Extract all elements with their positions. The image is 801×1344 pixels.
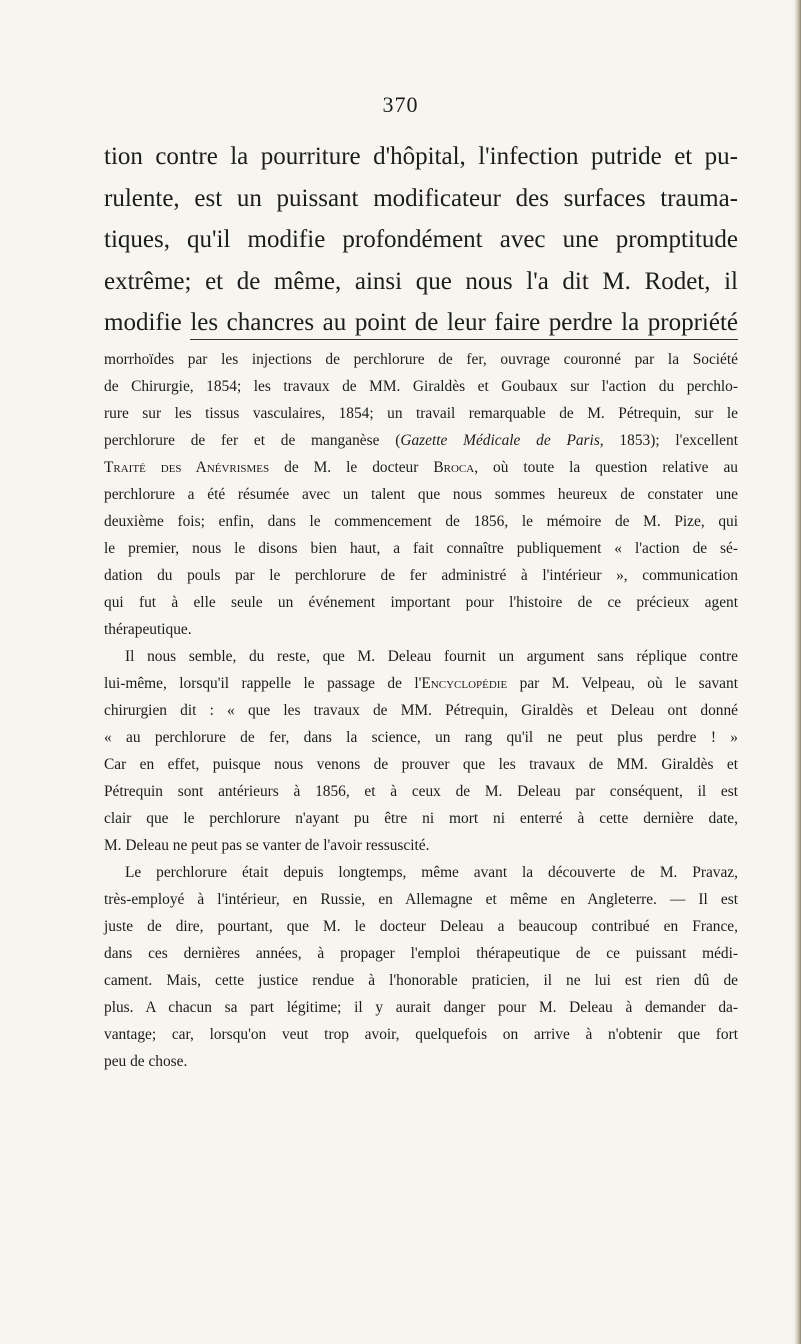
note-line [104, 670, 738, 697]
note-line: thérapeutique. [104, 621, 192, 638]
note-line: peu de chose. [104, 1053, 188, 1070]
note-line: chirurgien dit : « que les travaux de MM. Pétrequin, Giraldès et Deleau ont donné [104, 702, 738, 719]
note-line: juste de dire, pourtant, que M. le docteur Deleau a beaucoup contribué en France, [104, 918, 738, 935]
note-line: de Chirurgie, 1854; les travaux de MM. Giraldès et Goubaux sur l'action du perchlo- [104, 378, 738, 395]
author-name: Broca [433, 459, 475, 476]
note-line: Pétrequin sont antérieurs à 1856, et à ceux de M. Deleau par conséquent, il est [104, 783, 738, 800]
note-line: très-employé à l'intérieur, en Russie, en Allemagne et même en Angleterre. — Il est [104, 891, 738, 908]
encyclopedia-title: Encyclopédie [421, 675, 508, 692]
footnote [104, 346, 738, 1075]
main-line: tiques, qu'il modifie profondément avec une promptitude [104, 226, 738, 253]
journal-title: Gazette Médicale de Paris, [400, 432, 604, 449]
note-line: « au perchlorure de fer, dans la science, un rang qu'il ne peut plus perdre ! » [104, 729, 738, 746]
main-line: tion contre la pourriture d'hôpital, l'infection putride et pu- [104, 143, 738, 170]
note-line: deuxième fois; enfin, dans le commencement de 1856, le mémoire de M. Pize, qui [104, 513, 738, 530]
note-text: par M. Velpeau, où le savant [507, 675, 738, 692]
note-text: , où toute la question relative au [474, 459, 739, 476]
note-line: cament. Mais, cette justice rendue à l'honorable praticien, il ne lui est rien dû de [104, 972, 738, 989]
note-line: qui fut à elle seule un événement important pour l'histoire de ce précieux agent [104, 594, 738, 611]
note-line: rure sur les tissus vasculaires, 1854; un travail remarquable de M. Pétrequin, sur le [104, 405, 738, 422]
note-text: 1853); l'excellent [603, 432, 738, 449]
note-line: dans ces dernières années, à propager l'emploi thérapeutique de ce puissant médi- [104, 945, 738, 962]
note-text: lui-même, lorsqu'il rappelle le passage de l' [104, 675, 422, 692]
note-line: perchlorure a été résumée avec un talent que nous sommes heureux de constater une [104, 486, 738, 503]
main-line: extrême; et de même, ainsi que nous l'a dit M. Rodet, il [104, 267, 738, 295]
page-edge-shadow [794, 0, 801, 1344]
main-text [104, 136, 738, 344]
note-text: de M. le docteur [269, 459, 434, 476]
note-line [104, 454, 738, 481]
note-line: vantage; car, lorsqu'on veut trop avoir, quelquefois on arrive à n'obtenir que fort [104, 1026, 738, 1043]
book-title: Traité des Anévrismes [104, 459, 270, 476]
note-line: Car en effet, puisque nous venons de prouver que les travaux de MM. Giraldès et [104, 756, 738, 773]
note-line: dation du pouls par le perchlorure de fer administré à l'intérieur », communication [104, 567, 738, 584]
note-text: perchlorure de fer et de manganèse ( [104, 432, 401, 449]
note-line: Il nous semble, du reste, que M. Deleau fournit un argument sans réplique contre [125, 648, 738, 665]
footnote-rule [190, 339, 738, 340]
main-line: modifie les chancres au point de leur faire perdre la propriété [104, 309, 738, 336]
note-line: plus. A chacun sa part légitime; il y aurait danger pour M. Deleau à demander da- [104, 999, 738, 1016]
note-line: M. Deleau ne peut pas se vanter de l'avoir ressuscité. [104, 837, 430, 854]
note-line: clair que le perchlorure n'ayant pu être ni mort ni enterré à cette dernière date, [104, 810, 738, 827]
note-line [104, 427, 738, 454]
note-line: le premier, nous le disons bien haut, a fait connaître publiquement « l'action de sé- [104, 540, 738, 557]
note-line: Le perchlorure était depuis longtemps, même avant la découverte de M. Pravaz, [125, 864, 738, 881]
page-number: 370 [382, 92, 419, 117]
main-line: rulente, est un puissant modificateur des surfaces trauma- [104, 184, 738, 212]
note-line: morrhoïdes par les injections de perchlorure de fer, ouvrage couronné par la Société [104, 351, 738, 368]
